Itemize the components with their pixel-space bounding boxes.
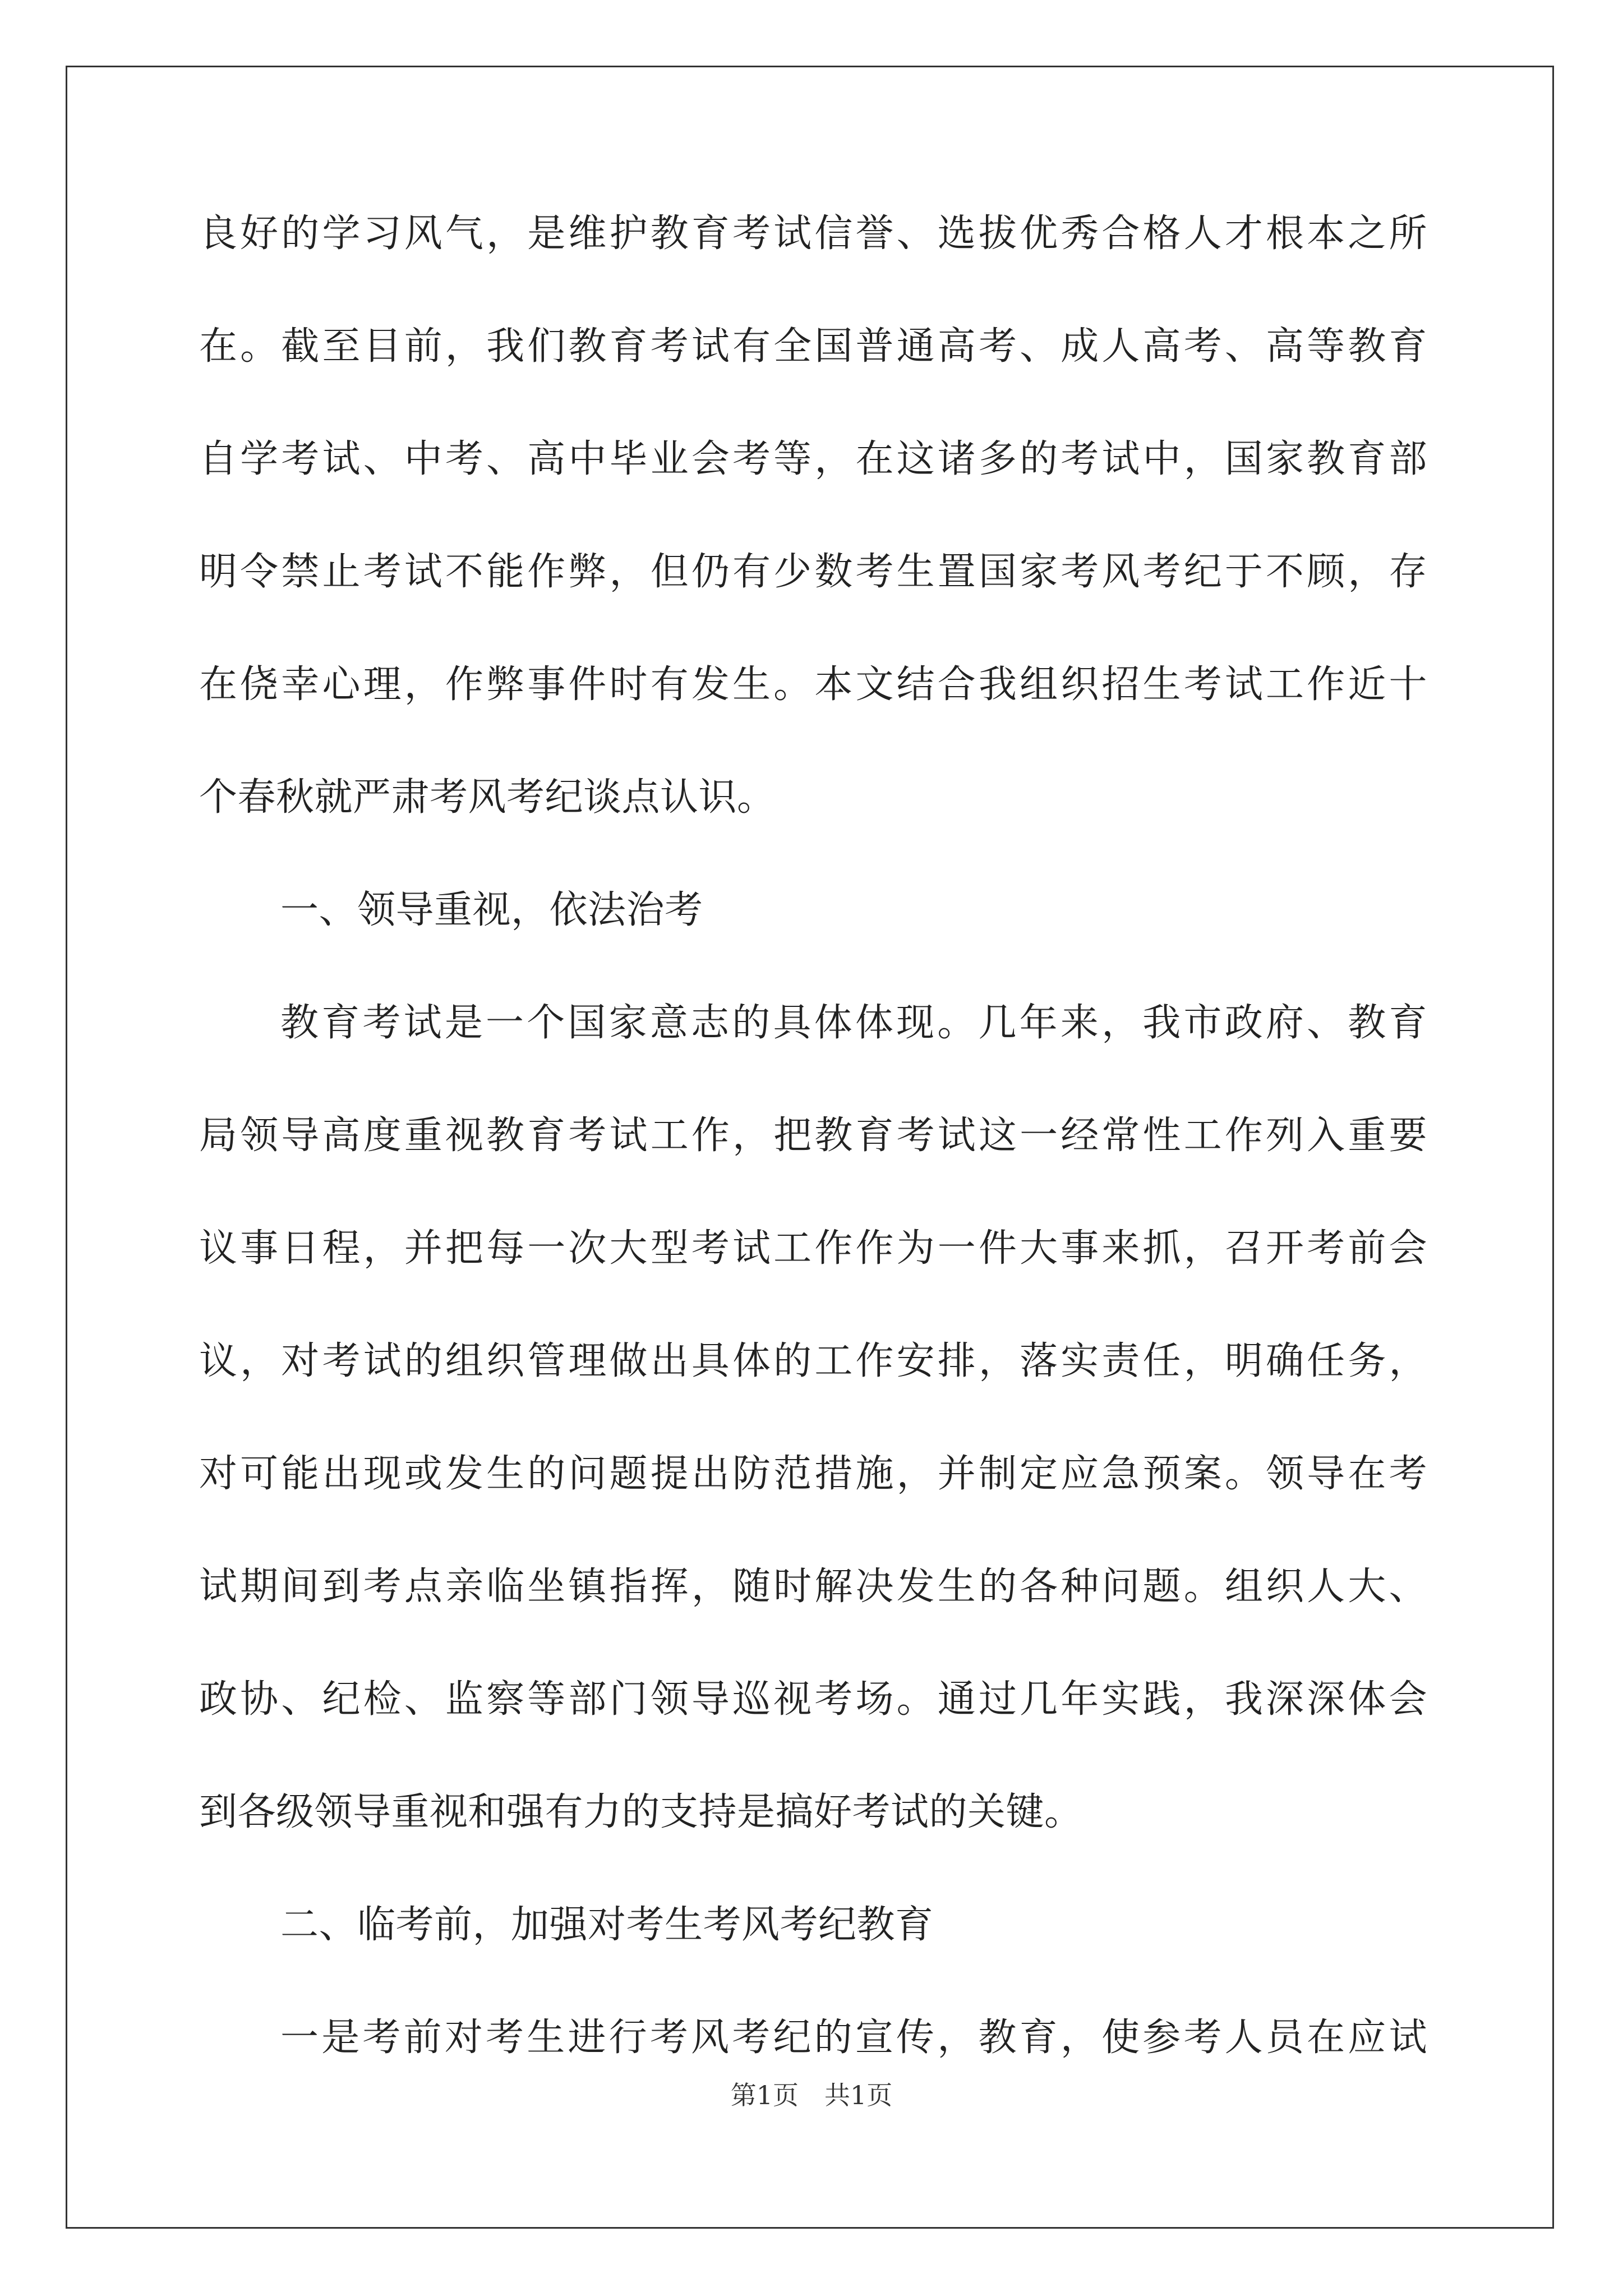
paragraph-line: 在。截至目前，我们教育考试有全国普通高考、成人高考、高等教育	[199, 324, 1427, 369]
paragraph-line: 政协、纪检、监察等部门领导巡视考场。通过几年实践，我深深体会	[199, 1677, 1427, 1722]
paragraph-line: 一是考前对考生进行考风考纪的宣传，教育，使参考人员在应试	[280, 2016, 1427, 2060]
paragraph-line: 局领导高度重视教育考试工作，把教育考试这一经常性工作列入重要	[199, 1114, 1427, 1158]
section-heading: 一、领导重视，依法治考	[280, 888, 703, 932]
paragraph-line: 个春秋就严肃考风考纪谈点认识。	[199, 775, 776, 820]
section-heading: 二、临考前，加强对考生考风考纪教育	[280, 1903, 934, 1947]
paragraph-line: 对可能出现或发生的问题提出防范措施，并制定应急预案。领导在考	[199, 1452, 1427, 1496]
paragraph-line: 自学考试、中考、高中毕业会考等，在这诸多的考试中，国家教育部	[199, 437, 1427, 481]
paragraph-line: 议，对考试的组织管理做出具体的工作安排，落实责任，明确任务，	[199, 1339, 1427, 1383]
paragraph-line: 到各级领导重视和强有力的支持是搞好考试的关键。	[199, 1790, 1083, 1834]
paragraph-line: 试期间到考点亲临坐镇指挥，随时解决发生的各种问题。组织人大、	[199, 1565, 1427, 1609]
paragraph-line: 议事日程，并把每一次大型考试工作作为一件大事来抓，召开考前会	[199, 1226, 1427, 1271]
paragraph-line: 明令禁止考试不能作弊，但仍有少数考生置国家考风考纪于不顾，存	[199, 550, 1427, 594]
paragraph-line: 良好的学习风气，是维护教育考试信誉、选拔优秀合格人才根本之所	[199, 211, 1427, 256]
paragraph-line: 教育考试是一个国家意志的具体体现。几年来，我市政府、教育	[280, 1001, 1427, 1045]
page-footer: 第1页 共1页	[730, 2080, 893, 2110]
paragraph-line: 在侥幸心理，作弊事件时有发生。本文结合我组织招生考试工作近十	[199, 662, 1427, 707]
